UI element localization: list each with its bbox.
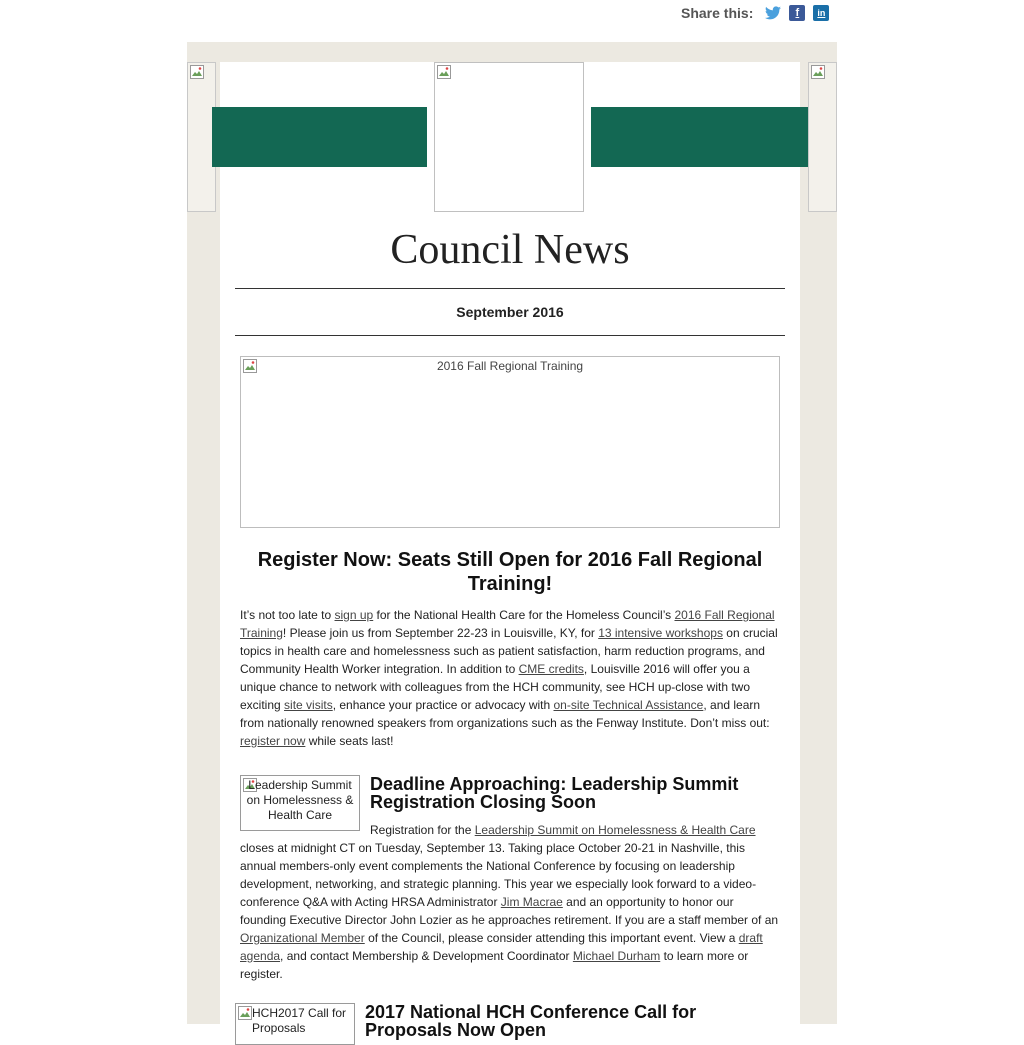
body-text: of the Council, please consider attending this important event. View a [364, 931, 739, 945]
body-text: for the National Health Care for the Homeless Council’s [373, 608, 675, 622]
michael-durham-link[interactable]: Michael Durham [572, 949, 661, 963]
body-text: closes at midnight CT on Tuesday, September 13. Taking place October 20-21 in Nashville, this annual members-only event complements the National Conference by focusing on leadership development, networking, and strategic planning. This year we especially look forward to a video-conference Q&A with Acting HRSA Administrator [240, 841, 757, 909]
technical-assistance-link[interactable]: on-site Technical Assistance [553, 698, 704, 712]
leadership-summit-link[interactable]: Leadership Summit on Homelessness & Health Care [474, 823, 756, 837]
article-heading: 2017 National HCH Conference Call for Proposals Now Open [365, 1002, 697, 1040]
hero-image-alt: 2016 Fall Regional Training [436, 359, 584, 373]
article-body [240, 606, 780, 750]
newsletter-title: Council News [390, 227, 630, 273]
share-bar [681, 2, 837, 24]
divider [235, 335, 785, 336]
leadership-summit-image-alt: Leadership Summit on Homelessness & Health Care [246, 778, 354, 822]
draft-agenda-link[interactable]: draft agenda [240, 931, 763, 963]
body-text: , Louisville 2016 will offer you a unique chance to network with colleagues from the HCH community, see HCH up-close with two exciting [240, 662, 750, 712]
organizational-member-link[interactable]: Organizational Member [240, 931, 365, 945]
body-text: , and learn from nationally renowned speakers from organizations such as the Fenway Institute. Don’t miss out: [240, 698, 770, 730]
share-label: Share this: [681, 5, 754, 21]
jim-macrae-link[interactable]: Jim Macrae [500, 895, 563, 909]
broken-image-icon [811, 65, 825, 79]
workshops-link[interactable]: 13 intensive workshops [598, 626, 723, 640]
article-heading: Register Now: Seats Still Open for 2016 Fall Regional Training! [257, 549, 763, 595]
council-logo[interactable] [434, 62, 584, 212]
article-body [240, 821, 780, 983]
linkedin-icon[interactable]: in [813, 5, 829, 21]
broken-image-icon [437, 65, 451, 79]
body-text: It’s not too late to [240, 608, 335, 622]
body-text: to learn more or register. [240, 949, 749, 981]
body-text: Registration for the [370, 823, 475, 837]
body-text: , enhance your practice or advocacy with [332, 698, 554, 712]
fall-regional-training-link[interactable]: 2016 Fall Regional Training [240, 608, 775, 640]
issue-date: September 2016 [456, 304, 564, 320]
register-now-link[interactable]: register now [240, 734, 306, 748]
cme-credits-link[interactable]: CME credits [518, 662, 584, 676]
right-banner-image [808, 62, 837, 212]
hero-image[interactable] [240, 356, 780, 528]
facebook-icon[interactable]: f [789, 5, 805, 21]
sign-up-link[interactable]: sign up [334, 608, 374, 622]
body-text: , and contact Membership & Development Coordinator [280, 949, 573, 963]
body-text: ! Please join us from September 22-23 in Louisville, KY, for [282, 626, 599, 640]
hch2017-image[interactable] [235, 1003, 355, 1045]
site-visits-link[interactable]: site visits [284, 698, 333, 712]
body-text: on crucial topics in health care and homelessness such as patient satisfaction, harm reduction programs, and Community Health Worker integration. In addition to [240, 626, 778, 676]
hch2017-image-alt: HCH2017 Call for Proposals [252, 1006, 347, 1035]
broken-image-icon [190, 65, 204, 79]
header-band-left [212, 107, 427, 167]
divider [235, 288, 785, 289]
header-band-right [591, 107, 808, 167]
article-heading: Deadline Approaching: Leadership Summit Registration Closing Soon [370, 774, 739, 812]
twitter-icon[interactable] [765, 5, 781, 21]
body-text: and an opportunity to honor our founding Executive Director John Lozier as he approaches retirement. If you are a staff member of an [240, 895, 779, 927]
body-text: while seats last! [305, 734, 394, 748]
